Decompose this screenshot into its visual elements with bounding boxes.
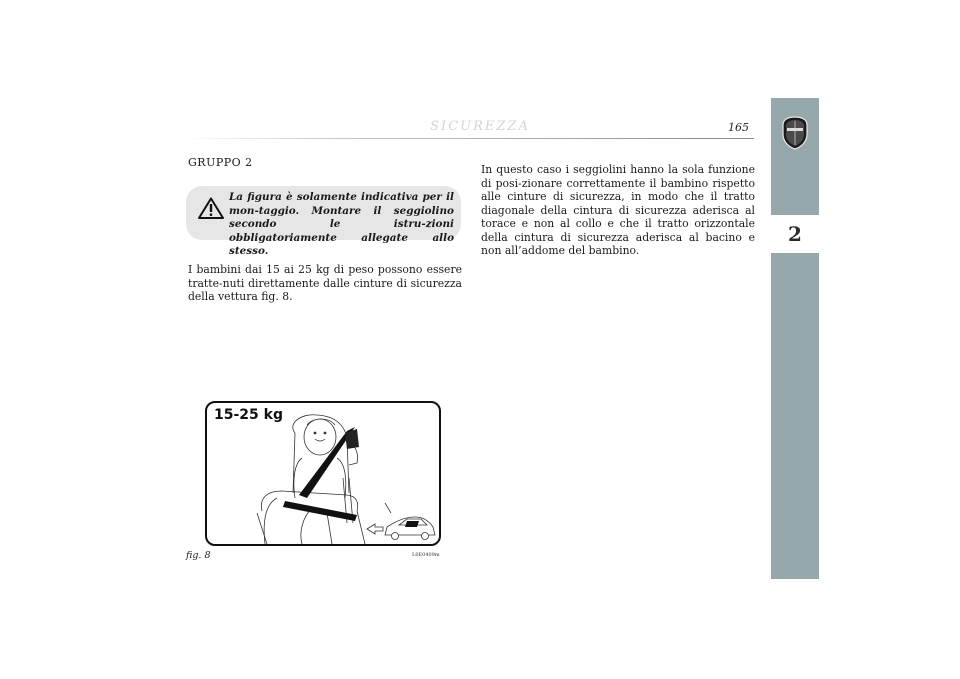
lancia-shield-icon: [781, 116, 809, 150]
warning-text: La figura è solamente indicativa per il mon-taggio. Montare il seggiolino secondo le istru-zioni obbligatoriamente allegate allo stesso.: [229, 191, 454, 257]
body-text-left: I bambini dai 15 ai 25 kg di peso possono essere tratte-nuti direttamente dalle cinture di sicurezza della vettura fig. 8.: [188, 263, 462, 303]
section-title: SICUREZZA: [430, 119, 530, 134]
figure-caption: fig. 8: [186, 550, 211, 561]
body-text-right: In questo caso i seggiolini hanno la sola funzione di posi-zionare correttamente il bambino rispetto alle cinture di sicurezza, in modo che il tratto diagonale della cintura di sicurezza aderisca al torace e non al collo e che il tratto orizzontale della cintura di sicurezza aderisca al bacino e non all’addome del bambino.: [481, 163, 755, 257]
figure-weight-label: 15-25 kg: [214, 407, 283, 423]
chapter-number: 2: [788, 222, 802, 246]
page-number: 165: [728, 121, 749, 134]
header-divider: [186, 138, 754, 139]
child-seat-illustration: [207, 403, 439, 544]
warning-triangle-icon: [198, 197, 224, 219]
figure-frame: [205, 401, 441, 546]
side-tab-bar: [771, 98, 819, 579]
figure-code: L0E0409m: [412, 552, 440, 558]
group-heading: GRUPPO 2: [188, 156, 253, 169]
chapter-tab[interactable]: [771, 213, 819, 255]
